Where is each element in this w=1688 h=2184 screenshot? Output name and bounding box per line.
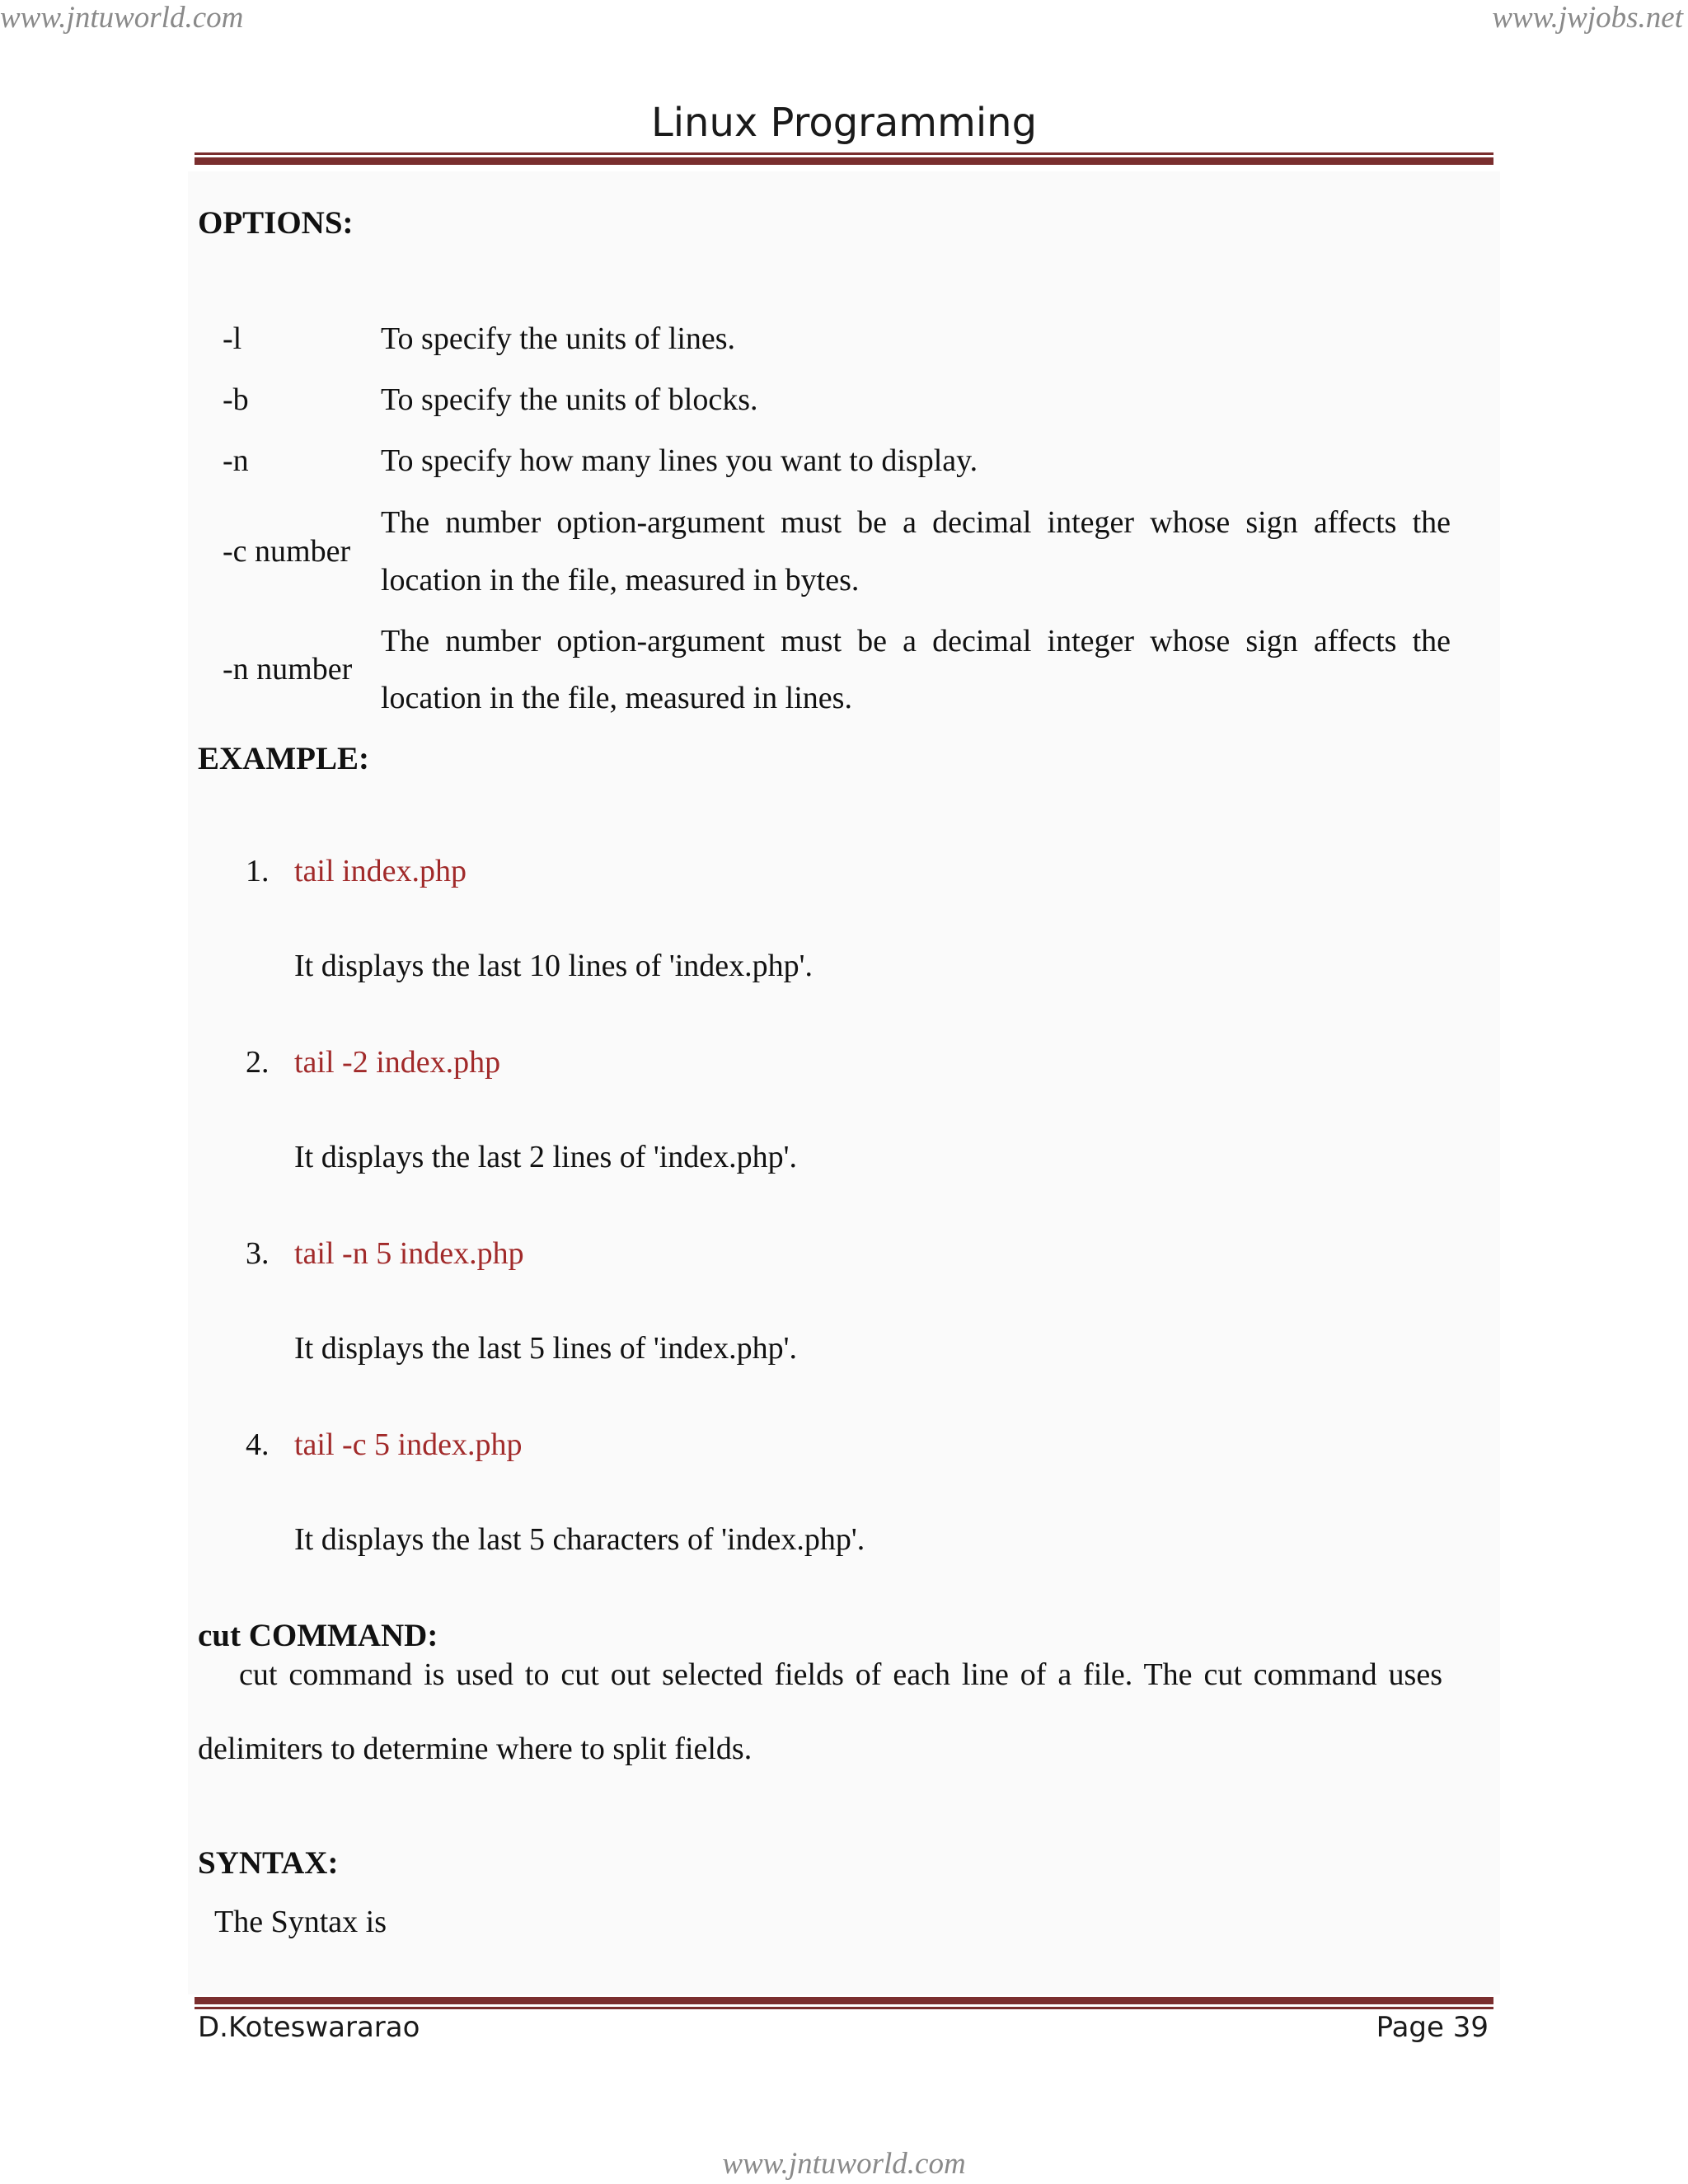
option-description: To specify how many lines you want to display. <box>381 443 978 478</box>
option-flag: -c number <box>223 534 351 569</box>
page-header-title: Linux Programming <box>650 100 1038 146</box>
option-description <box>381 613 1451 670</box>
footer-page-number: Page 39 <box>1376 2011 1489 2044</box>
option-description: To specify the units of lines. <box>381 321 736 356</box>
option-flag: -b <box>223 382 249 417</box>
option-description <box>381 494 1451 551</box>
footer-rule <box>195 1997 1493 2009</box>
option-description-line: location in the file, measured in lines. <box>381 681 852 715</box>
watermark-top-right[interactable]: www.jwjobs.net <box>1492 1 1683 35</box>
cut-description-line: delimiters to determine where to split fields. <box>198 1732 753 1766</box>
example-explanation: It displays the last 5 characters of 'index.php'. <box>294 1522 865 1557</box>
option-description-line: The number option-argument must be a decimal integer whose sign affects the <box>381 624 1451 658</box>
option-flag: -n <box>223 443 249 478</box>
option-description: To specify the units of blocks. <box>381 382 758 417</box>
example-command: tail -c 5 index.php <box>294 1427 523 1462</box>
syntax-heading: SYNTAX: <box>198 1845 339 1881</box>
example-command: tail index.php <box>294 854 467 888</box>
watermark-top-left[interactable]: www.jntuworld.com <box>0 1 244 35</box>
option-description-line: location in the file, measured in bytes. <box>381 563 860 598</box>
option-flag: -l <box>223 321 242 356</box>
example-explanation: It displays the last 5 lines of 'index.php'. <box>294 1331 798 1366</box>
watermark-bottom[interactable]: www.jntuworld.com <box>722 2147 966 2181</box>
cut-description-line: cut command is used to cut out selected fields of each line of a file. The cut command uses <box>239 1657 1442 1692</box>
cut-description <box>239 1647 1442 1704</box>
example-command: tail -n 5 index.php <box>294 1236 524 1271</box>
example-number: 3. <box>246 1236 270 1271</box>
example-command: tail -2 index.php <box>294 1045 501 1080</box>
example-number: 1. <box>246 854 270 888</box>
footer-author: D.Koteswararao <box>198 2011 420 2044</box>
example-explanation: It displays the last 10 lines of 'index.php'. <box>294 949 814 983</box>
options-heading: OPTIONS: <box>198 205 354 241</box>
option-flag: -n number <box>223 652 353 687</box>
example-number: 2. <box>246 1045 270 1080</box>
syntax-text: The Syntax is <box>214 1905 387 1939</box>
option-description-line: The number option-argument must be a decimal integer whose sign affects the <box>381 505 1451 540</box>
cut-command-heading: cut COMMAND: <box>198 1618 438 1653</box>
example-heading: EXAMPLE: <box>198 741 369 776</box>
example-number: 4. <box>246 1427 270 1462</box>
header-rule <box>195 152 1493 165</box>
example-explanation: It displays the last 2 lines of 'index.php'. <box>294 1140 798 1174</box>
